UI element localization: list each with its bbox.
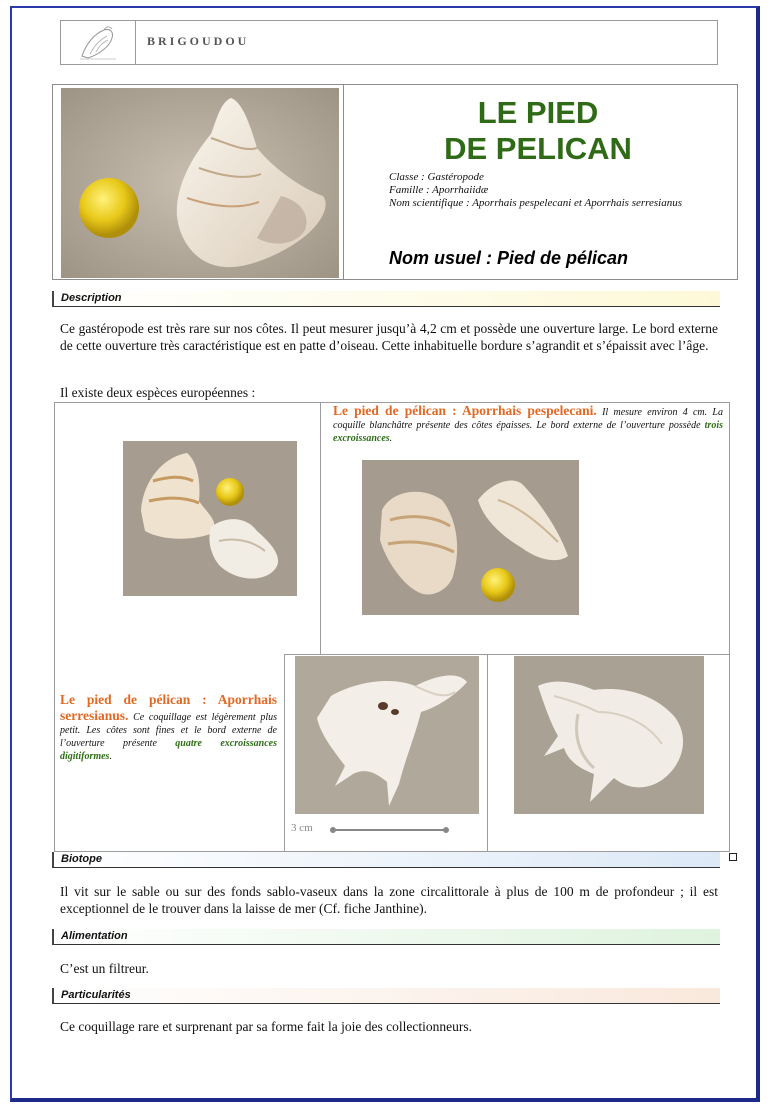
shells-group-photo xyxy=(123,441,297,596)
section-header-alimentation: Alimentation xyxy=(52,929,720,945)
header-banner xyxy=(60,20,718,65)
species-2-text: Ce coquillage est légèrement plus petit. Les côtes sont fines et le bord externe de l’ouverture présente xyxy=(60,712,278,749)
resize-handle[interactable] xyxy=(729,853,737,861)
species-1-text: Il mesure environ 4 cm. La coquille blanchâtre présente des côtes épaisses. Le bord externe de l’ouverture possède xyxy=(333,407,723,431)
section-header-biotope: Biotope xyxy=(52,852,720,868)
alimentation-text: C’est un filtreur. xyxy=(60,961,149,976)
page-title xyxy=(353,95,723,167)
section-header-description: Description xyxy=(52,291,720,307)
species-1-end: . xyxy=(389,433,393,444)
pespelecani-shells-photo xyxy=(362,460,579,615)
scientific-name-line: Nom scientifique : Aporrhais pespelecani et Aporrhais serresianus xyxy=(389,197,683,209)
species-2-highlight: quatre excroissances digitiformes xyxy=(60,738,277,762)
famille-line: Famille : Aporrhaiidæ xyxy=(389,184,489,196)
species-2-description xyxy=(60,692,277,763)
title-line-1: LE PIED xyxy=(477,95,599,130)
usual-name: Nom usuel : Pied de pélican xyxy=(389,248,629,268)
serresianus-shell-photo xyxy=(295,656,479,814)
species-1-name: Le pied de pélican : Aporrhais pespelecani. xyxy=(333,403,597,418)
section-header-particularites: Particularités xyxy=(52,988,720,1004)
title-line-2: DE PELICAN xyxy=(444,131,632,166)
title-block xyxy=(52,84,738,280)
description-text: Ce gastéropode est très rare sur nos côtes. Il peut mesurer jusqu’à 4,2 cm et possède une ouverture large. Le bord externe de cette ouverture très caractéristique est en patte d’oiseau. Cette inhabituelle bordure s’agrandit et s’épaissit avec l’âge. xyxy=(60,321,718,353)
frame-divider-vertical-left xyxy=(284,654,285,852)
species-1-highlight: trois excroissances xyxy=(333,420,723,444)
serresianus-shell-side-photo xyxy=(514,656,704,814)
species-intro-text: Il existe deux espèces européennes : xyxy=(60,385,256,400)
shell-logo-icon xyxy=(61,21,136,64)
classe-line: Classe : Gastéropode xyxy=(389,171,484,183)
scale-label: 3 cm xyxy=(291,822,313,834)
pelican-foot-hero-photo xyxy=(61,88,339,278)
species-2-end: . xyxy=(109,751,112,762)
species-2-name: Le pied de pélican : Aporrhais serresianus. xyxy=(60,692,277,723)
frame-divider-horizontal xyxy=(284,654,730,655)
scale-bar xyxy=(333,829,447,831)
frame-divider-vertical-top xyxy=(320,402,321,654)
scale-bar-start-dot xyxy=(330,827,336,833)
particularites-text: Ce coquillage rare et surprenant par sa forme fait la joie des collectionneurs. xyxy=(60,1019,472,1034)
scale-bar-end-dot xyxy=(443,827,449,833)
frame-divider-vertical-right xyxy=(487,654,488,852)
site-title: BRIGOUDOU xyxy=(147,34,250,48)
title-divider xyxy=(343,85,344,279)
classification xyxy=(389,171,719,210)
species-1-description xyxy=(333,404,723,445)
biotope-text: Il vit sur le sable ou sur des fonds sablo-vaseux dans la zone circalittorale à plus de 100 m de profondeur ; il est exceptionnel de le trouver dans la laisse de mer (Cf. fiche Janthine). xyxy=(60,884,718,916)
